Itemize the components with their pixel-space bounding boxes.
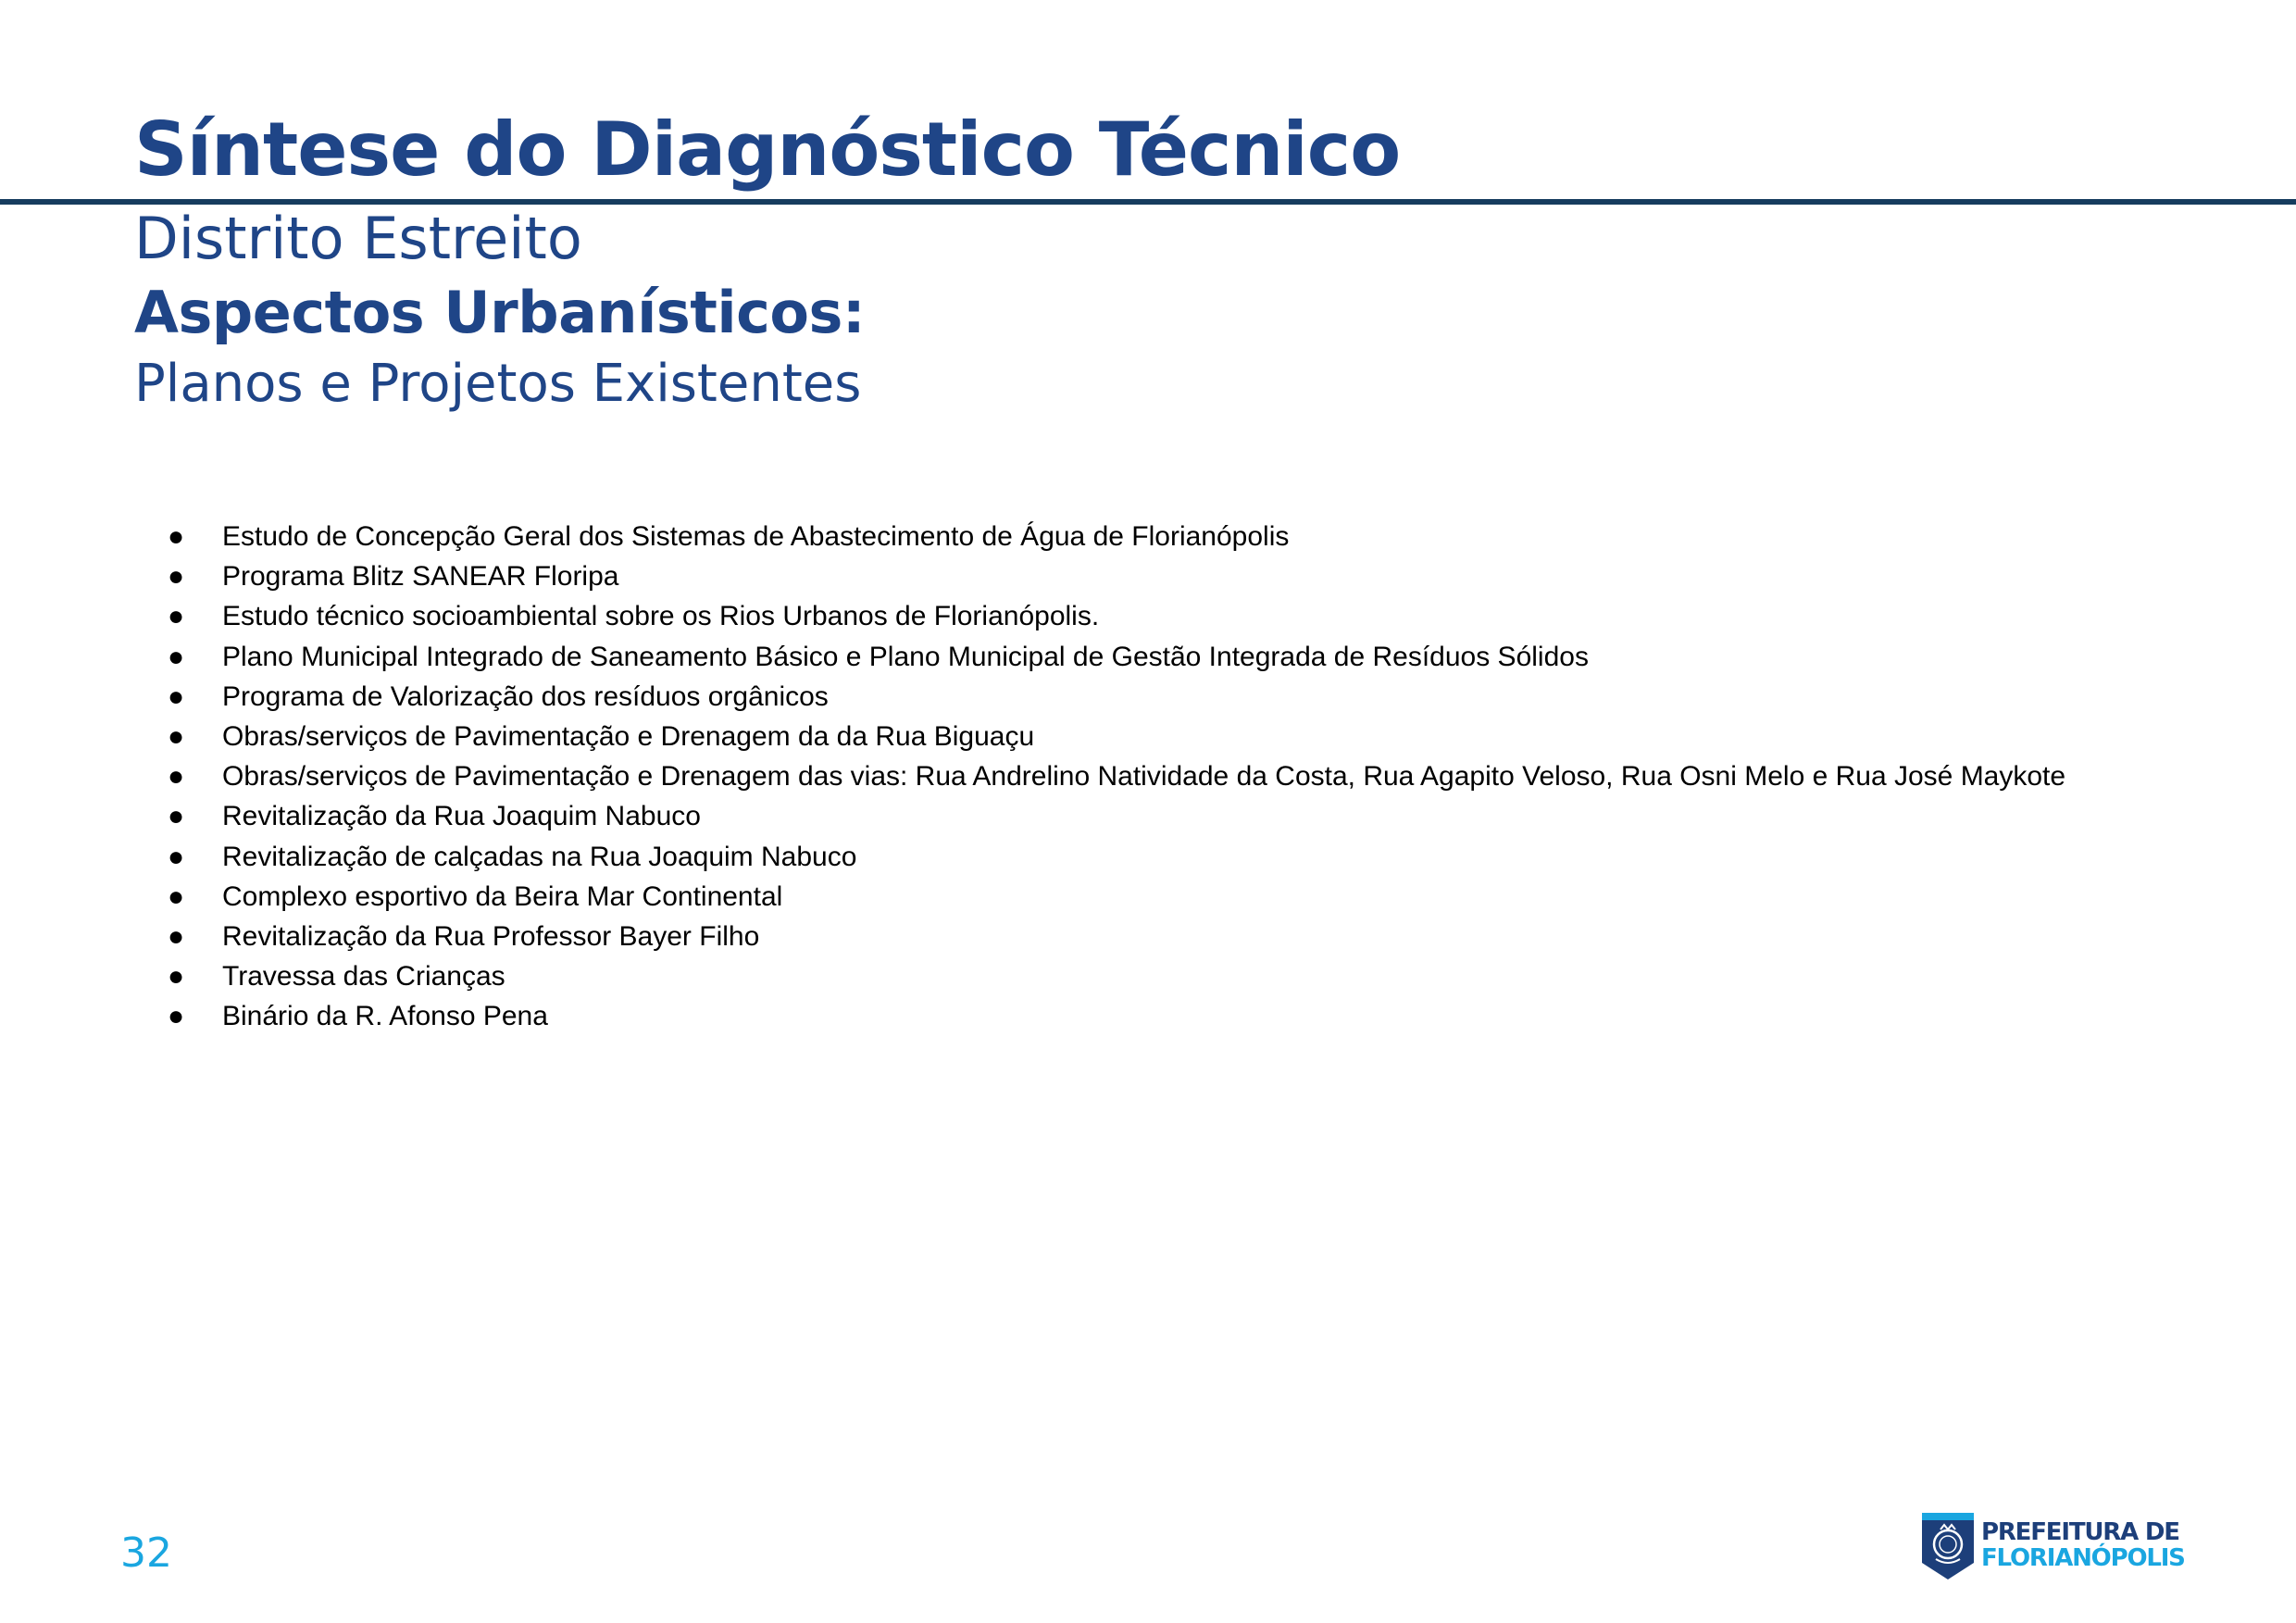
bullet-icon: ● (167, 561, 185, 593)
list-item-text: Binário da R. Afonso Pena (222, 1001, 548, 1032)
page-title: Síntese do Diagnóstico Técnico (134, 106, 1401, 193)
list-item-text: Obras/serviços de Pavimentação e Drenagem da da Rua Biguaçu (222, 720, 1035, 752)
logo-text-line2: FLORIANÓPOLIS (1981, 1544, 2185, 1572)
bullet-icon: ● (167, 521, 185, 552)
list-item-text: Plano Municipal Integrado de Saneamento Básico e Plano Municipal de Gestão Integrada de Resíduos Sólidos (222, 641, 1589, 672)
bullet-icon: ● (167, 841, 185, 872)
bullet-icon: ● (167, 920, 185, 952)
bullet-icon: ● (167, 961, 185, 993)
subsection-heading: Planos e Projetos Existentes (134, 354, 862, 414)
bullet-icon: ● (167, 761, 185, 793)
prefeitura-logo (1920, 1511, 2190, 1581)
list-item-text: Programa Blitz SANEAR Floripa (222, 561, 619, 593)
bullet-icon: ● (167, 1001, 185, 1032)
list-item-text: Complexo esportivo da Beira Mar Continental (222, 880, 783, 912)
bullet-icon: ● (167, 641, 185, 672)
list-item-text: Programa de Valorização dos resíduos orgânicos (222, 680, 829, 712)
logo-text-line1: PREFEITURA DE (1981, 1518, 2179, 1546)
list-item-text: Revitalização da Rua Joaquim Nabuco (222, 801, 701, 832)
list-item-text: Travessa das Crianças (222, 961, 505, 993)
city-crest-icon (1920, 1511, 1976, 1581)
bullet-icon: ● (167, 680, 185, 712)
list-item-text: Obras/serviços de Pavimentação e Drenagem das vias: Rua Andrelino Natividade da Costa, Rua Agapito Veloso, Rua Osni Melo e Rua José Maykote (222, 761, 2066, 793)
bullet-icon: ● (167, 720, 185, 752)
district-subtitle: Distrito Estreito (134, 205, 582, 272)
list-item-text: Estudo de Concepção Geral dos Sistemas de Abastecimento de Água de Florianópolis (222, 521, 1290, 552)
bullet-icon: ● (167, 880, 185, 912)
list-item-text: Estudo técnico socioambiental sobre os Rios Urbanos de Florianópolis. (222, 601, 1100, 632)
section-heading: Aspectos Urbanísticos: (134, 279, 866, 346)
page-number: 32 (120, 1529, 172, 1577)
list-item-text: Revitalização de calçadas na Rua Joaquim Nabuco (222, 841, 857, 872)
bullet-icon: ● (167, 801, 185, 832)
bullet-icon: ● (167, 601, 185, 632)
list-item-text: Revitalização da Rua Professor Bayer Filho (222, 920, 760, 952)
